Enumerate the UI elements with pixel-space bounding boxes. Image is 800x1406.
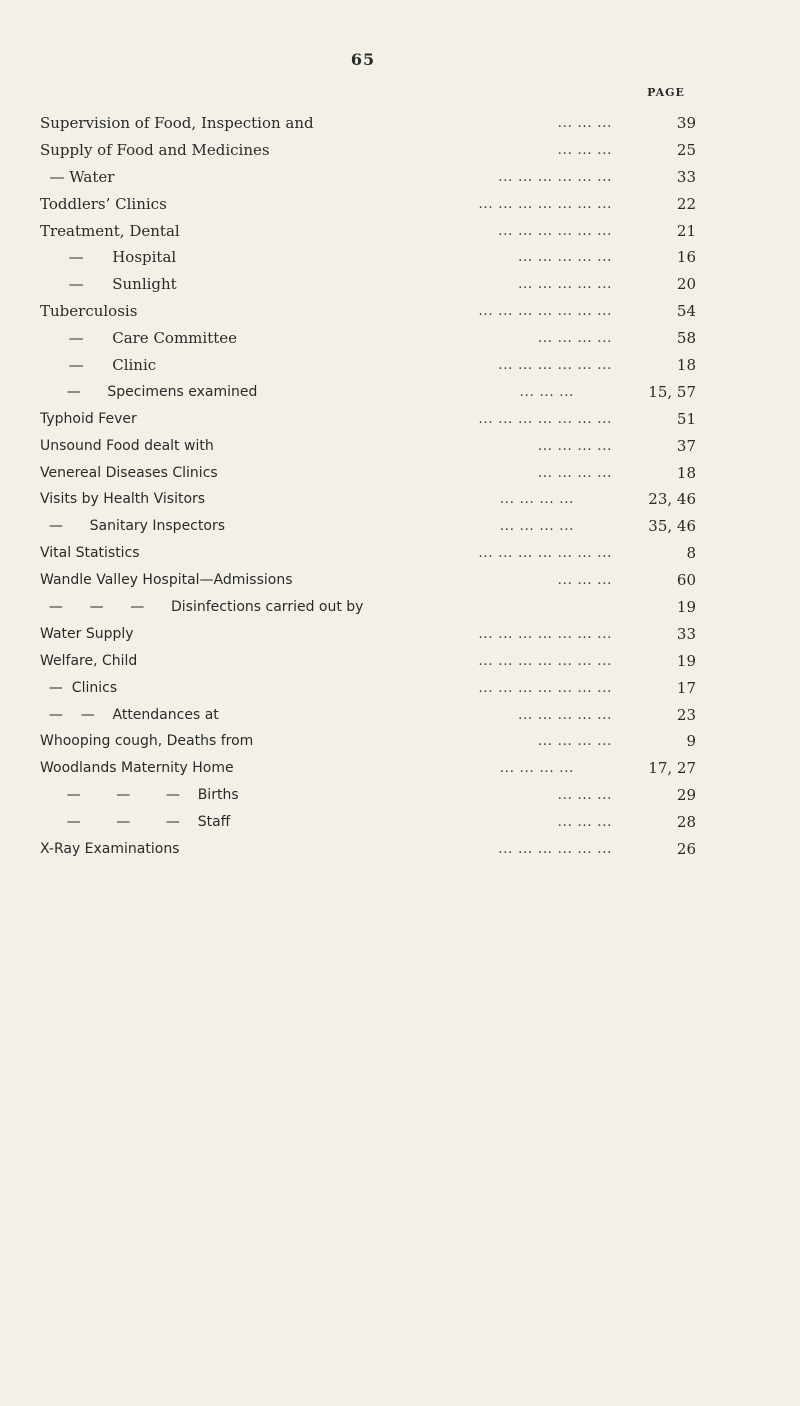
- leader-dots: ... ... ... ... ... ...: [498, 841, 612, 858]
- index-entry-page: 60: [676, 571, 696, 590]
- leader-dots: ... ... ... ... ... ...: [498, 222, 612, 239]
- index-entry: [40, 836, 700, 863]
- index-entry-label: Woodlands Maternity Home: [40, 760, 234, 777]
- index-entry: [40, 755, 700, 782]
- index-entry: [40, 486, 700, 513]
- index-entry-page: 33: [676, 624, 696, 643]
- index-entry-label: Venereal Diseases Clinics: [40, 464, 218, 481]
- index-entry-page: 28: [676, 813, 696, 832]
- leader-dots: ... ... ... ... ... ... ...: [478, 303, 612, 320]
- index-entry: [40, 110, 700, 137]
- index-entry-label: Unsound Food dealt with: [40, 437, 214, 454]
- index-entry-label: — — — Births: [40, 787, 239, 804]
- index-entry-page: 51: [676, 409, 696, 428]
- index-entry-page: 22: [676, 194, 696, 213]
- index-entry: [40, 218, 700, 245]
- leader-dots: ... ... ...: [557, 787, 612, 804]
- index-entry-label: — — — Staff: [40, 814, 231, 831]
- leader-dots: ... ... ... ... ... ...: [498, 168, 612, 185]
- leader-dots: ... ... ... ...: [537, 330, 612, 347]
- index-entry: [40, 540, 700, 567]
- page-column-header: PAGE: [647, 86, 685, 99]
- index-entry-label: Supervision of Food, Inspection and: [40, 114, 314, 132]
- index-entry-page: 8: [686, 544, 696, 563]
- index-entry: [40, 648, 700, 675]
- leader-dots: ... ... ... ...: [499, 491, 574, 508]
- index-entry-label: Typhoid Fever: [40, 410, 137, 427]
- index-entry: [40, 298, 700, 325]
- index-entry-page: 23: [676, 705, 696, 724]
- index-entry-label: Welfare, Child: [40, 652, 138, 669]
- leader-dots: ... ... ... ... ... ... ...: [478, 410, 612, 427]
- index-entry-label: — — — Disinfections carried out by: [40, 599, 364, 616]
- index-entry-label: — Water: [40, 167, 115, 186]
- index-entry-label: Treatment, Dental: [40, 221, 180, 240]
- index-entry-label: — Clinics: [40, 679, 118, 696]
- index-entry: [40, 433, 700, 460]
- index-entry-page: 17, 27: [648, 759, 696, 778]
- index-entry: [40, 406, 700, 433]
- index-entry-page: 58: [676, 329, 696, 348]
- index-entry: [40, 191, 700, 218]
- index-entry: [40, 325, 700, 352]
- index-entry-label: — Care Committee: [40, 329, 238, 348]
- index-entry: [40, 782, 700, 809]
- leader-dots: ... ... ...: [557, 115, 612, 131]
- index-entry-label: — Sanitary Inspectors: [40, 518, 225, 535]
- index-entry-page: 39: [676, 114, 696, 132]
- index-entry: [40, 513, 700, 540]
- index-entry-page: 29: [676, 786, 696, 805]
- index-entry-page: 33: [676, 167, 696, 186]
- leader-dots: ... ... ... ... ...: [517, 276, 612, 293]
- index-entry-page: 23, 46: [648, 490, 696, 509]
- index-entry-label: — Clinic: [40, 356, 157, 375]
- index-entry: [40, 594, 700, 621]
- index-entry-page: 18: [676, 463, 696, 482]
- leader-dots: ... ... ... ... ... ... ...: [478, 625, 612, 642]
- index-entry-page: 15, 57: [648, 382, 696, 401]
- index-entry: [40, 675, 700, 702]
- index-entry-label: Whooping cough, Deaths from: [40, 733, 254, 750]
- index-entry: [40, 137, 700, 164]
- index-list: [40, 110, 700, 863]
- index-entry-page: 18: [676, 356, 696, 375]
- leader-dots: ... ... ... ... ...: [517, 706, 612, 723]
- leader-dots: ... ... ... ...: [537, 464, 612, 481]
- index-entry-page: 35, 46: [648, 517, 696, 536]
- leader-dots: ... ... ... ...: [499, 760, 574, 777]
- index-entry-label: Toddlers’ Clinics: [40, 194, 167, 213]
- leader-dots: ... ... ... ... ... ... ...: [478, 195, 612, 212]
- index-entry-page: 21: [676, 221, 696, 240]
- index-entry: [40, 702, 700, 729]
- index-entry: [40, 379, 700, 406]
- index-entry: [40, 809, 700, 836]
- index-entry-label: — Sunlight: [40, 275, 177, 294]
- leader-dots: ... ... ... ... ... ... ...: [478, 545, 612, 562]
- index-entry-label: Supply of Food and Medicines: [40, 140, 270, 159]
- index-entry: [40, 567, 700, 594]
- page-number: 65: [350, 50, 376, 69]
- leader-dots: ... ... ... ...: [537, 437, 612, 454]
- index-entry: [40, 621, 700, 648]
- index-entry: [40, 460, 700, 487]
- index-entry-page: 37: [676, 436, 696, 455]
- index-entry-page: 9: [686, 732, 696, 751]
- leader-dots: ... ... ...: [557, 572, 612, 589]
- index-entry-label: Wandle Valley Hospital—Admissions: [40, 572, 293, 589]
- index-entry-label: Visits by Health Visitors: [40, 491, 206, 508]
- leader-dots: ... ... ... ... ... ... ...: [478, 679, 612, 696]
- index-entry-label: — — Attendances at: [40, 706, 219, 723]
- index-entry: [40, 164, 700, 191]
- leader-dots: ... ... ...: [519, 383, 574, 400]
- index-entry-label: X-Ray Examinations: [40, 841, 180, 858]
- index-entry-page: 20: [676, 275, 696, 294]
- index-entry-label: Water Supply: [40, 625, 134, 642]
- index-entry: [40, 352, 700, 379]
- index-entry-page: 26: [676, 840, 696, 859]
- leader-dots: ... ... ... ... ...: [517, 249, 612, 266]
- leader-dots: ... ... ... ...: [537, 733, 612, 750]
- index-entry: [40, 271, 700, 298]
- leader-dots: ... ... ...: [557, 141, 612, 158]
- index-entry-page: 19: [676, 598, 696, 617]
- index-entry-page: 19: [676, 651, 696, 670]
- index-entry-page: 17: [676, 678, 696, 697]
- index-entry-page: 16: [676, 248, 696, 267]
- index-entry-label: Tuberculosis: [40, 302, 138, 321]
- leader-dots: ... ... ... ... ... ... ...: [478, 652, 612, 669]
- index-entry-label: — Hospital: [40, 248, 177, 267]
- index-entry-label: Vital Statistics: [40, 545, 140, 562]
- leader-dots: ... ... ... ...: [499, 518, 574, 535]
- leader-dots: ... ... ... ... ... ...: [498, 357, 612, 374]
- leader-dots: ... ... ...: [557, 814, 612, 831]
- index-entry-page: 25: [676, 140, 696, 159]
- index-entry-label: — Specimens examined: [40, 383, 258, 400]
- index-entry-page: 54: [676, 302, 696, 321]
- index-entry: [40, 728, 700, 755]
- index-entry: [40, 244, 700, 271]
